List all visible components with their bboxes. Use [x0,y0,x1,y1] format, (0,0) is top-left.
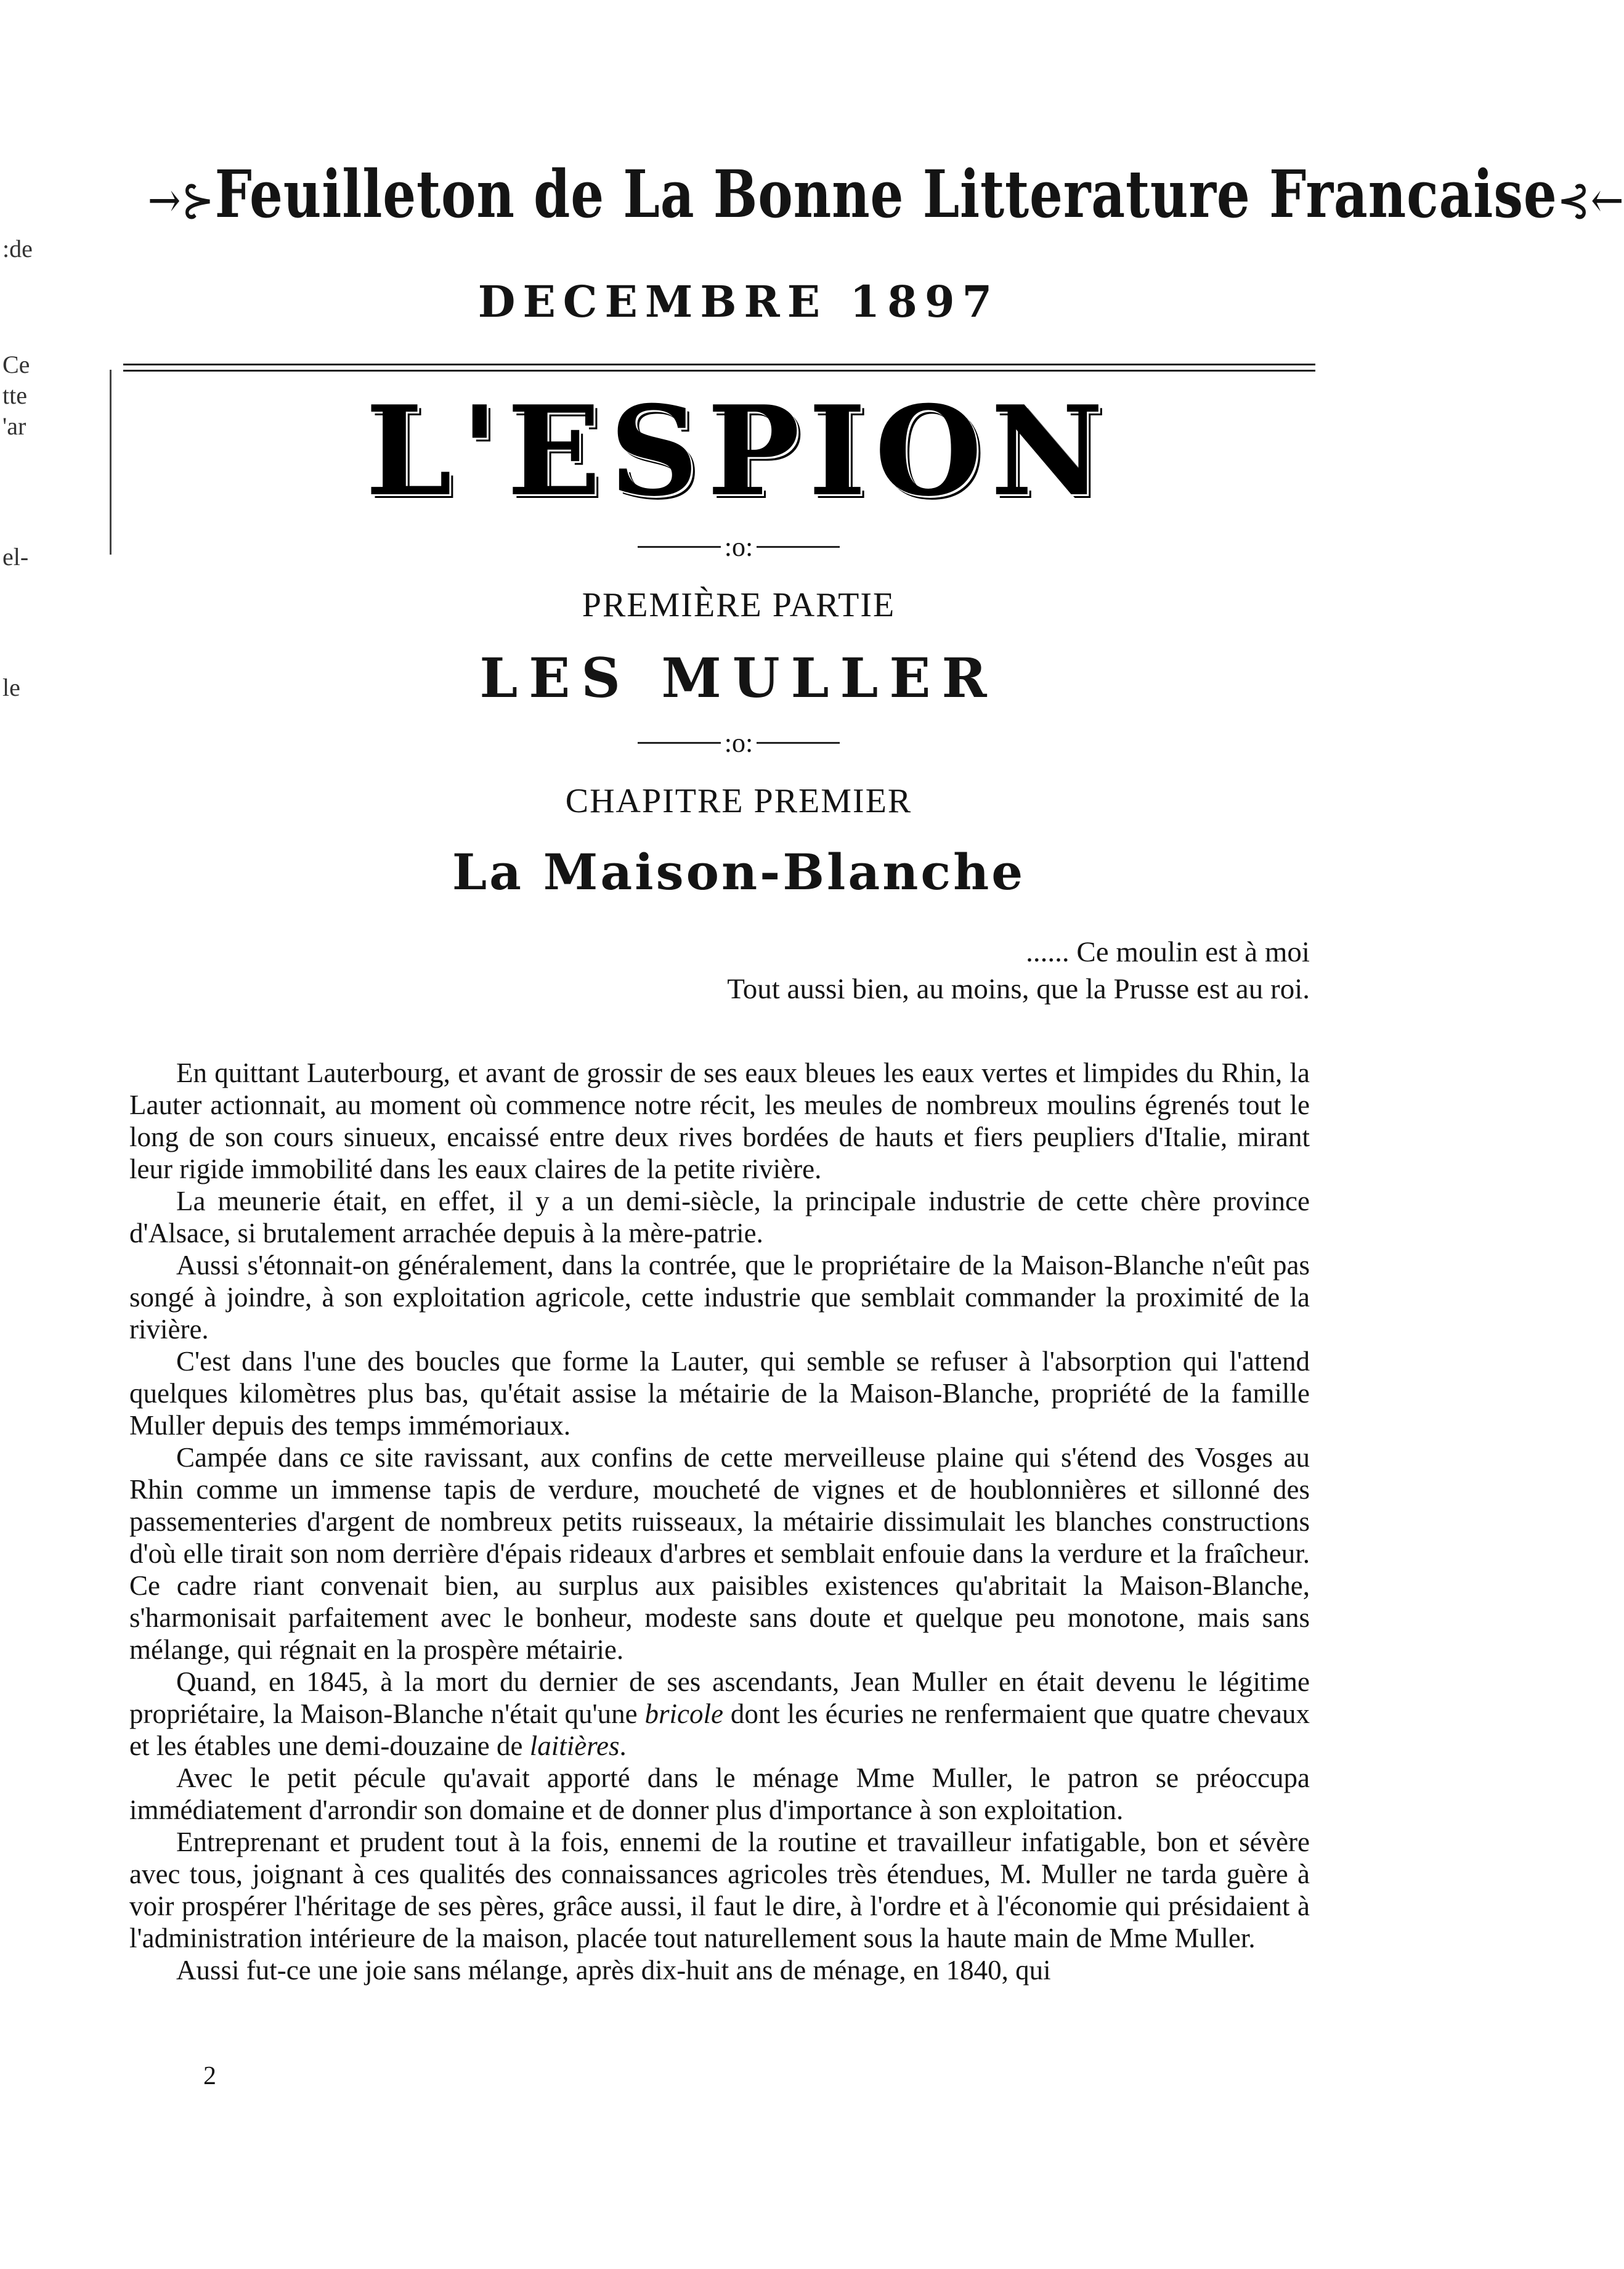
paragraph [129,1666,1310,1762]
page-number: 2 [203,2062,216,2090]
feuilleton-header [147,155,1624,232]
paragraph: En quittant Lauterbourg, et avant de grossir de ses eaux bleues les eaux vertes et limpides du Rhin, la Lauter actionnait, au moment où commence notre récit, les meules de nombreux moulins égrenés tout le long de son cours sinueux, encaissé entre deux rives bordées de hauts et fiers peupliers d'Italie, mirant leur rigide immobilité dans les eaux claires de la petite rivière. [129,1057,1310,1184]
epigraph-line: Tout aussi bien, au moins, que la Prusse est au roi. [727,973,1310,1005]
feuilleton-text: Feuilleton de La Bonne Litterature Francaise [214,155,1557,232]
italic-term: bricole [644,1698,723,1729]
chapter-title: La Maison-Blanche [452,843,1026,901]
margin-fragment: le [2,674,20,701]
separator [0,725,1477,759]
header-rule-top [123,364,1315,365]
margin-fragment: :de [2,235,33,263]
story-title: L'ESPION [365,379,1112,524]
text-run: dont les écuries ne renfermaient que quatre chevaux et les étables une demi-douzaine de [129,1698,1310,1761]
text-run: . [619,1730,627,1761]
text-run: Quand, en 1845, à la mort du dernier de ses ascendants, Jean Muller en était devenu le légitime propriétaire, la Maison-Blanche n'était qu'une [129,1666,1310,1729]
paragraph: Avec le petit pécule qu'avait apporté dans le ménage Mme Muller, le patron se préoccupa immédiatement d'arrondir son domaine et de donner plus d'importance à son exploitation. [129,1762,1310,1825]
separator-mark: :o: [724,728,753,759]
margin-fragment: Ce [2,351,30,378]
part-title: LES MULLER [479,646,998,710]
paragraph: Aussi s'étonnait-on généralement, dans la contrée, que le propriétaire de la Maison-Blanche n'eût pas songé à joindre, à son exploitation agricole, cette industrie que semblait commander la proximité de la rivière. [129,1250,1310,1345]
italic-term: laitières [529,1730,620,1761]
article-body [129,1057,1310,1986]
ornament-right: ⊰← [1557,171,1624,229]
epigraph-line: ...... Ce moulin est à moi [1026,936,1310,968]
paragraph: La meunerie était, en effet, il y a un demi-siècle, la principale industrie de cette chère province d'Alsace, si brutalement arrachée depuis à la mère-patrie. [129,1186,1310,1249]
separator [0,529,1477,563]
paragraph: Aussi fut-ce une joie sans mélange, après dix-huit ans de ménage, en 1840, qui [176,1955,1051,1986]
separator-mark: :o: [724,532,753,563]
issue-date: DECEMBRE 1897 [477,276,1000,327]
ornament-left: →⊱ [147,171,215,229]
margin-fragment: el- [2,543,29,571]
paragraph: Entreprenant et prudent tout à la fois, ennemi de la routine et travailleur infatigable, bon et sévère avec tous, joignant à ces qualités des connaissances agricoles très étendues, M. Muller ne tarda guère à voir prospérer l'héritage de ses pères, grâce aussi, il faut le dire, à l'ordre et à l'économie qui présidaient à l'administration intérieure de la maison, placée tout naturellement sous la haute main de Mme Muller. [129,1827,1310,1953]
part-heading: PREMIÈRE PARTIE [582,586,896,624]
header-rule-bottom [123,370,1315,372]
margin-fragment: tte [2,381,27,409]
epigraph [727,934,1310,1008]
paragraph: C'est dans l'une des boucles que forme la Lauter, qui semble se refuser à l'absorption qui l'attend quelques kilomètres plus bas, qu'était assise la métairie de la Maison-Blanche, propriété de la famille Muller depuis des temps immémoriaux. [129,1346,1310,1441]
chapter-heading: CHAPITRE PREMIER [565,782,912,820]
margin-fragment: 'ar [2,412,26,440]
paragraph: Campée dans ce site ravissant, aux confins de cette merveilleuse plaine qui s'étend des Vosges au Rhin comme un immense tapis de verdure, moucheté de vignes et de houblonnières et sillonné des passementeries d'argent de nombreux petits ruisseaux, la métairie dissimulait les blanches constructions d'où elle tirait son nom derrière d'épais rideaux d'arbres et semblait enfouie dans la verdure et la fraîcheur. Ce cadre riant convenait bien, au surplus aux paisibles existences qu'abritait la Maison-Blanche, s'harmonisait parfaitement avec le bonheur, modeste sans doute et quelque peu monotone, mais sans mélange, qui régnait en la prospère métairie. [129,1442,1310,1665]
